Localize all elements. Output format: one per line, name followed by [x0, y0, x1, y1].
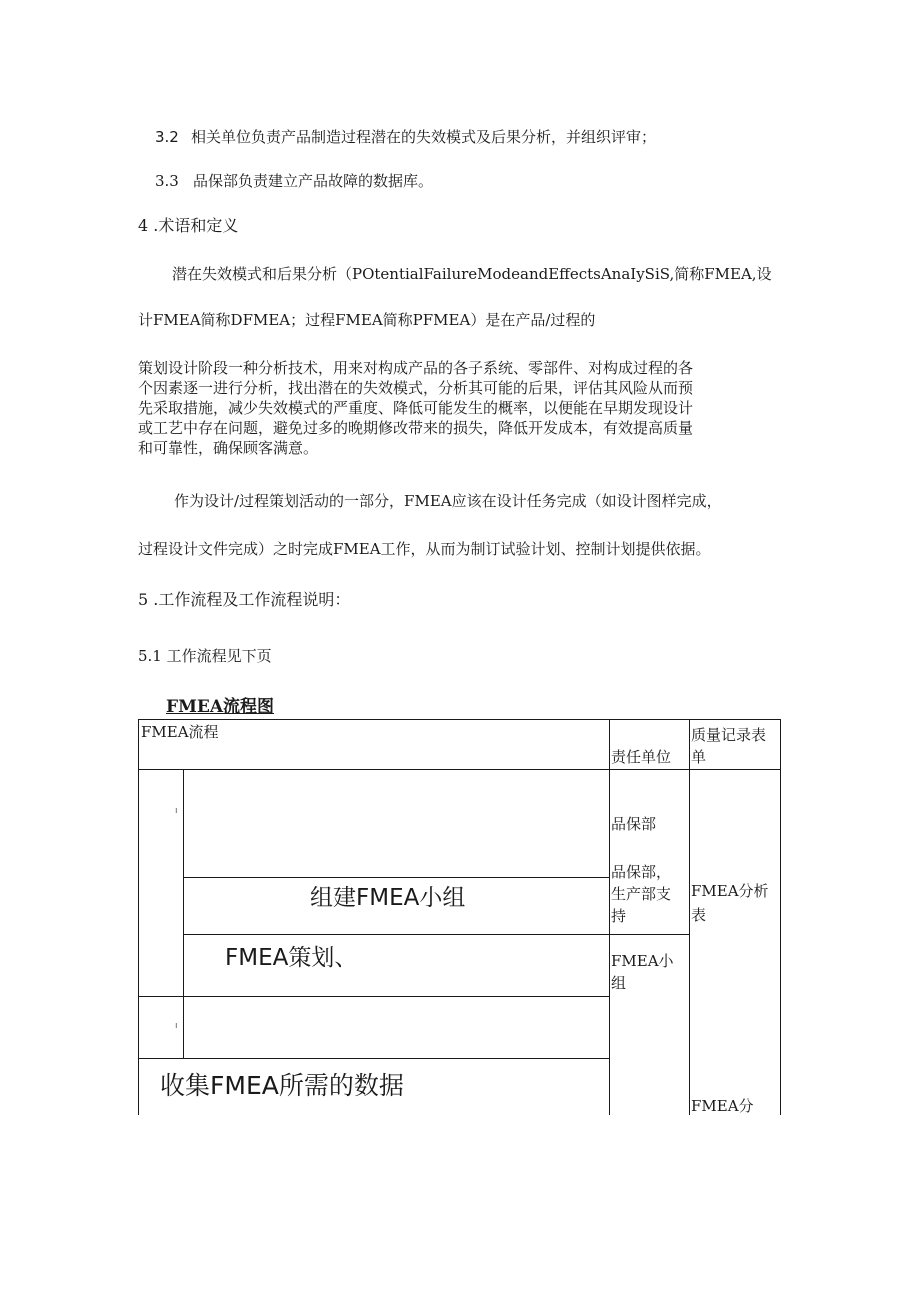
flowchart-title: FMEA流程图: [166, 697, 275, 717]
record-fmea-analysis-line-1: FMEA分析: [691, 882, 769, 900]
section-5-1-text: 5.1 工作流程见下页: [138, 647, 272, 665]
unit-quality-production-line-2: 生产部支: [611, 885, 672, 903]
header-quality-record-line-1: 质量记录表: [691, 726, 767, 744]
item-3-3-number: 3.3: [155, 172, 179, 190]
definition-block: [138, 358, 778, 458]
definition-block-line: 个因素逐一进行分析，找出潜在的失效模式，分析其可能的后果，评估其风险从而预: [138, 379, 694, 397]
unit-quality-production-line-3: 持: [611, 907, 627, 925]
unit-quality-dept: 品保部: [611, 815, 657, 833]
fmea-paragraph-line-1: 作为设计/过程策划活动的一部分，FMEA应该在设计任务完成（如设计图样完成，: [174, 492, 722, 510]
definition-line-2: 计FMEA简称DFMEA；过程FMEA简称PFMEA）是在产品/过程的: [138, 311, 596, 329]
fmea-paragraph-line-2: 过程设计文件完成）之时完成FMEA工作，从而为制订试验计划、控制计划提供依据。: [138, 540, 711, 558]
section-5-heading: 5 .工作流程及工作流程说明：: [138, 590, 351, 609]
record-fmea-analysis-partial: FMEA分: [691, 1097, 754, 1115]
tick-mark: ı: [175, 806, 178, 816]
step-fmea-planning: FMEA策划、: [225, 945, 358, 971]
definition-block-line: 策划设计阶段一种分析技术，用来对构成产品的各子系统、零部件、对构成过程的各: [138, 359, 694, 377]
header-fmea-process: FMEA流程: [141, 723, 219, 741]
step-collect-fmea-data: 收集FMEA所需的数据: [160, 1071, 404, 1100]
unit-fmea-team-line-1: FMEA小: [611, 952, 674, 970]
tick-mark: ı: [175, 1021, 178, 1031]
definition-block-line: 和可靠性，确保顾客满意。: [138, 439, 319, 457]
unit-quality-production-line-1: 品保部，: [611, 863, 672, 881]
section-4-heading: 4 .术语和定义: [138, 216, 239, 235]
definition-block-line: 先采取措施，减少失效模式的严重度、降低可能发生的概率，以便能在早期发现设计: [138, 399, 694, 417]
unit-fmea-team-line-2: 组: [611, 974, 627, 992]
item-3-3-text: 品保部负责建立产品故障的数据库。: [193, 172, 434, 190]
header-quality-record-line-2: 单: [691, 748, 707, 766]
definition-block-line: 或工艺中存在问题，避免过多的晚期修改带来的损失，降低开发成本，有效提高质量: [138, 419, 694, 437]
item-3-2-text: 相关单位负责产品制造过程潜在的失效模式及后果分析，并组织评审；: [191, 128, 657, 146]
header-responsible-unit: 责任单位: [611, 748, 672, 766]
record-fmea-analysis-line-2: 表: [691, 906, 707, 924]
step-form-fmea-team: 组建FMEA小组: [310, 885, 466, 911]
definition-line-1: 潜在失效模式和后果分析（POtentialFailureModeandEffectsAnaIySiS,简称FMEA,设: [172, 265, 772, 283]
item-3-2-number: 3.2: [155, 128, 179, 146]
